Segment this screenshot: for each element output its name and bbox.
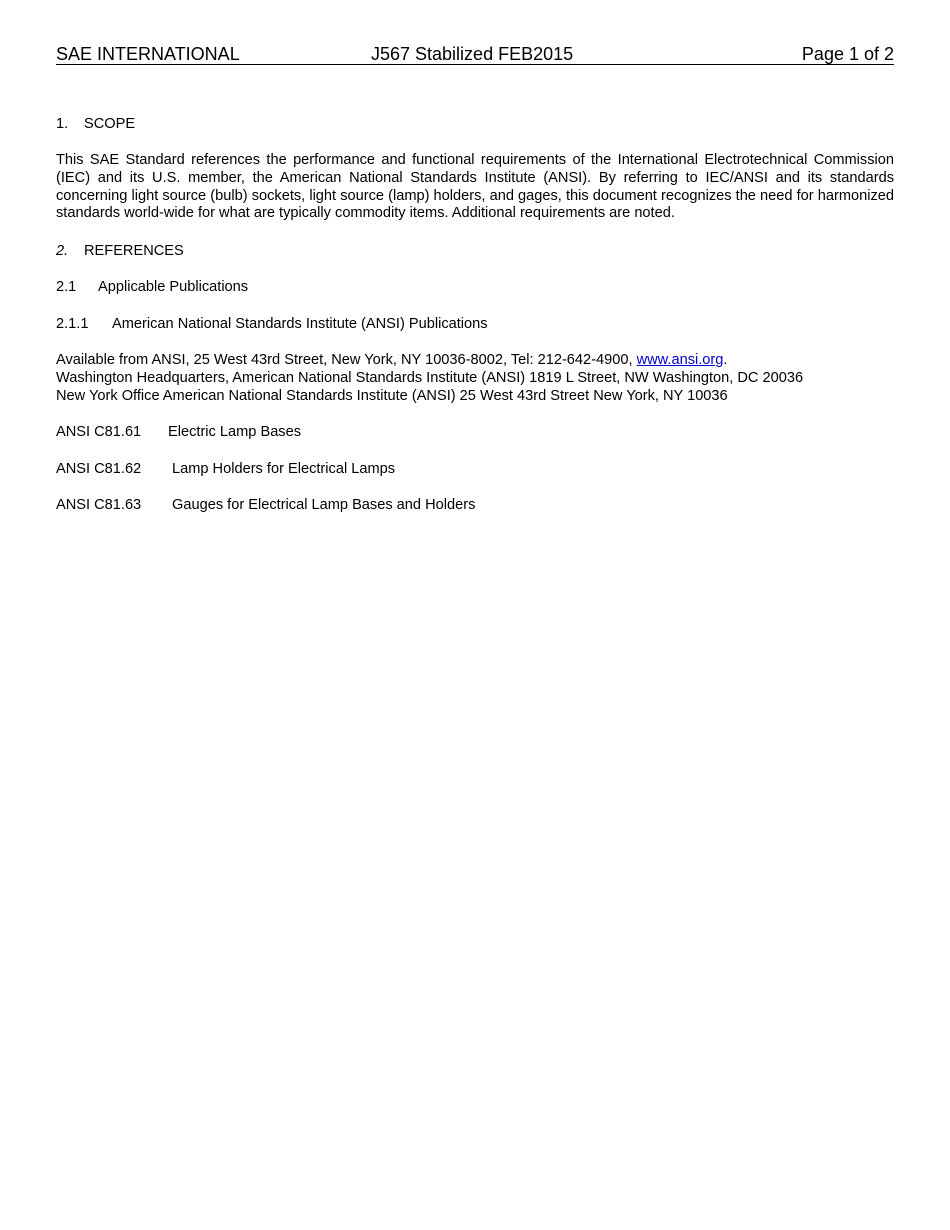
scope-paragraph: This SAE Standard references the performance and functional requirements of the International Electrotechnical Commission (IEC) and its U.S. member, the American National Standards Institute (ANSI). By referring to IEC/ANSI and its standards concerning light source (bulb) sockets, light source (lamp) holders, and gages, this document recognizes the need for harmonized standards world-wide for what are typically commodity items. Additional requirements are noted.	[56, 152, 894, 222]
section-title: SCOPE	[84, 116, 136, 132]
ansi-availability-line	[56, 352, 894, 370]
ansi-website-link[interactable]: www.ansi.org	[636, 352, 724, 368]
publication-title: Lamp Holders for Electrical Lamps	[172, 461, 396, 477]
subsection-title: Applicable Publications	[98, 279, 249, 295]
section-scope-heading	[56, 116, 894, 134]
publication-item	[56, 424, 894, 442]
subsection-number: 2.1	[56, 279, 77, 295]
availability-text: Available from ANSI, 25 West 43rd Street, New York, NY 10036-8002, Tel: 212-642-4900,	[56, 352, 637, 368]
subsection-2-1-1-heading	[56, 316, 894, 334]
section-number: 1.	[56, 116, 69, 132]
header-document-id: J567 Stabilized FEB2015	[371, 44, 574, 64]
header-organization: SAE INTERNATIONAL	[56, 44, 240, 64]
section-references-heading	[56, 243, 894, 261]
publication-item	[56, 461, 894, 479]
section-number: 2.	[56, 243, 69, 259]
subsection-2-1-heading	[56, 279, 894, 297]
header-page-number: Page 1 of 2	[801, 44, 894, 64]
subsection-title: American National Standards Institute (ANSI) Publications	[112, 316, 488, 332]
publication-item	[56, 497, 894, 515]
publication-title: Gauges for Electrical Lamp Bases and Holders	[172, 497, 476, 513]
publication-title: Electric Lamp Bases	[168, 424, 302, 440]
subsection-number: 2.1.1	[56, 316, 89, 332]
section-title: REFERENCES	[84, 243, 184, 259]
publication-code: ANSI C81.63	[56, 497, 142, 513]
page-header	[56, 44, 894, 65]
publication-code: ANSI C81.62	[56, 461, 142, 477]
washington-address-line: Washington Headquarters, American National Standards Institute (ANSI) 1819 L Street, NW Washington, DC 20036	[56, 370, 804, 386]
newyork-address-line: New York Office American National Standards Institute (ANSI) 25 West 43rd Street New York, NY 10036	[56, 388, 728, 404]
availability-suffix: .	[723, 352, 728, 368]
publication-code: ANSI C81.61	[56, 424, 142, 440]
